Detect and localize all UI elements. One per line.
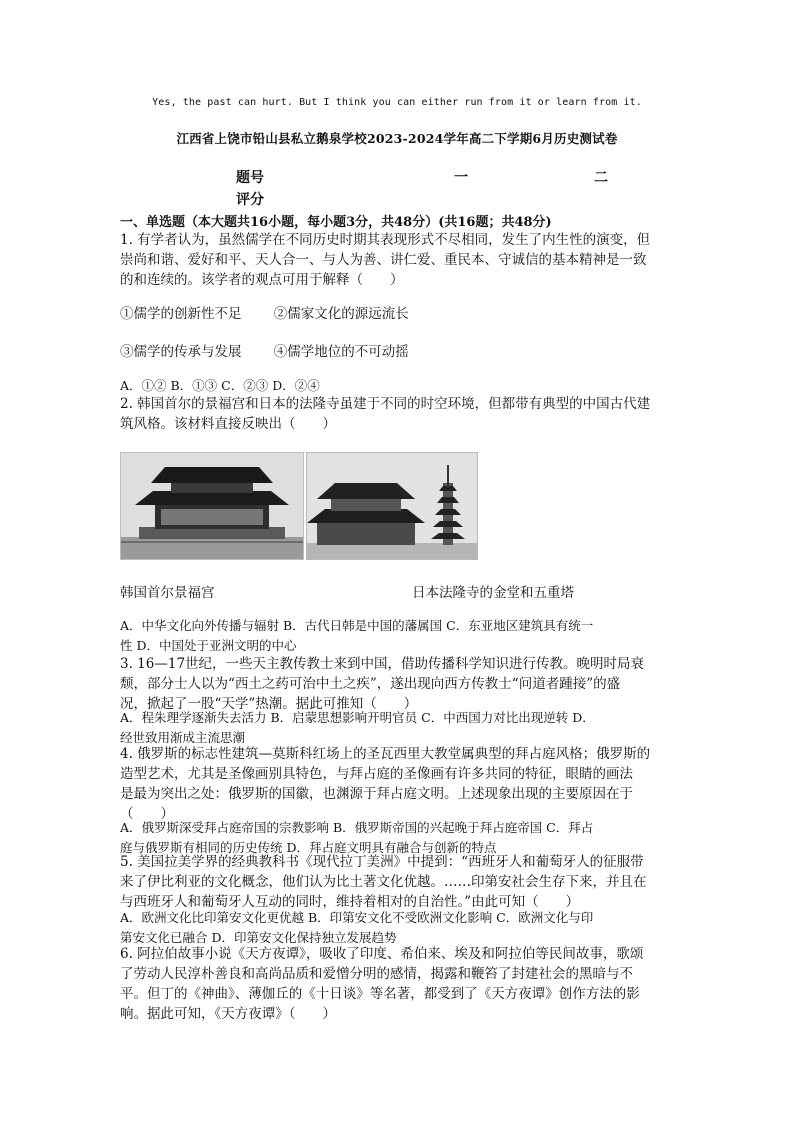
- score-row-score: [236, 189, 636, 211]
- score-table: [236, 167, 636, 211]
- stem-line: 平。但丁的《神曲》、薄伽丘的《十日谈》等名著，都受到了《天方夜谭》创作方法的影: [120, 986, 640, 1002]
- statement-2: ②儒家文化的源远流长: [273, 306, 409, 322]
- stem-line: 5. 美国拉美学界的经典教科书《现代拉丁美洲》中提到：“西班牙人和葡萄牙人的征服带: [120, 854, 644, 870]
- header-motto: Yes, the past can hurt. But I think you can either run from it or learn from it.: [152, 97, 642, 108]
- stem-line: 6. 阿拉伯故事小说《天方夜谭》，吸收了印度、希伯来、埃及和阿拉伯等民间故事，歌颂: [120, 946, 644, 962]
- gyeongbokgung-photo: [120, 452, 304, 560]
- answer-line: A．①② B．①③ C．②③ D．②④: [120, 378, 320, 393]
- question-2-answers: [120, 616, 680, 655]
- section-header: 一、单选题（本大题共16小题，每小题3分，共48分）(共16题；共48分): [120, 215, 552, 230]
- question-1-statements-b: [120, 340, 437, 360]
- stem-line: 响。据此可知，《天方夜谭》（ ）: [120, 1006, 336, 1022]
- stem-line: 崇尚和谐、爱好和平、天人合一、与人为善、讲仁爱、重民本、守诚信的基本精神是一致: [120, 252, 647, 268]
- question-3-answers: [120, 708, 680, 747]
- statement-3: ③儒学的传承与发展: [120, 344, 242, 360]
- stem-line: 颓，部分士人以为“西土之药可治中土之疾”，遂出现向西方传教士“问道者踵接”的盛: [120, 676, 621, 692]
- answer-line: A．中华文化向外传播与辐射 B．古代日韩是中国的藩属国 C．东亚地区建筑具有统一: [120, 618, 594, 633]
- question-1-answers: [120, 376, 680, 396]
- stem-line: 筑风格。该材料直接反映出（ ）: [120, 416, 336, 432]
- question-2-stem: [120, 394, 680, 434]
- score-row-number: [236, 167, 636, 189]
- score-label-score: 评分: [236, 192, 264, 208]
- stem-line: 4. 俄罗斯的标志性建筑—莫斯科红场上的圣瓦西里大教堂属典型的拜占庭风格；俄罗斯的: [120, 746, 651, 762]
- stem-line: 是最为突出之处：俄罗斯的国徽，也渊源于拜占庭文明。上述现象出现的主要原因在于: [120, 786, 633, 802]
- statement-4: ④儒学地位的不可动摇: [273, 344, 409, 360]
- answer-line: 庭与俄罗斯有相同的历史传统 D．拜占庭文明具有融合与创新的特点: [120, 839, 497, 855]
- stem-line: （ ）: [120, 806, 174, 822]
- answer-line: 性 D．中国处于亚洲文明的中心: [120, 637, 297, 653]
- question-6-stem: [120, 944, 680, 1024]
- stem-line: 来了伊比利亚的文化概念，他们认为比土著文化优越。……印第安社会生存下来，并且在: [120, 874, 647, 890]
- question-3-stem: [120, 654, 680, 714]
- score-col-one: 一: [454, 170, 468, 186]
- answer-line: A．欧洲文化比印第安文化更优越 B．印第安文化不受欧洲文化影响 C．欧洲文化与印: [120, 910, 594, 925]
- horyuji-photo: [306, 452, 478, 560]
- answer-line: 第安文化已融合 D．印第安文化保持独立发展趋势: [120, 929, 397, 945]
- caption-horyuji: 日本法隆寺的金堂和五重塔: [412, 585, 574, 601]
- stem-line: 3. 16—17世纪，一些天主教传教士来到中国，借助传播科学知识进行传教。晚明时局衰: [120, 656, 645, 672]
- stem-line: 的和连续的。该学者的观点可用于解释（ ）: [120, 272, 404, 288]
- statement-1: ①儒学的创新性不足: [120, 306, 242, 322]
- stem-line: 了劳动人民淳朴善良和高尚品质和爱憎分明的感情，揭露和鞭笞了封建社会的黑暗与不: [120, 966, 633, 982]
- answer-line: 经世致用渐成主流思潮: [120, 729, 246, 745]
- answer-line: A．俄罗斯深受拜占庭帝国的宗教影响 B．俄罗斯帝国的兴起晚于拜占庭帝国 C．拜占: [120, 820, 594, 835]
- question-4-stem: [120, 744, 680, 824]
- caption-gyeongbokgung: 韩国首尔景福宫: [120, 585, 215, 601]
- stem-line: 1. 有学者认为，虽然儒学在不同历史时期其表现形式不尽相同，发生了内生性的演变，但: [120, 232, 651, 248]
- question-5-answers: [120, 908, 680, 947]
- score-label-number: 题号: [236, 170, 264, 186]
- stem-line: 与西班牙人和葡萄牙人互动的同时，维持着相对的自治性。”由此可知（ ）: [120, 894, 580, 910]
- stem-line: 况，掀起了一股“天学”热潮。据此可推知（ ）: [120, 696, 418, 712]
- question-1-statements-a: [120, 302, 437, 322]
- question-1-stem: [120, 230, 680, 290]
- score-col-two: 二: [594, 170, 608, 186]
- exam-title: 江西省上饶市铅山县私立鹅泉学校2023-2024学年高二下学期6月历史测试卷: [176, 131, 618, 146]
- stem-line: 造型艺术，尤其是圣像画别具特色，与拜占庭的圣像画有许多共同的特征，眼睛的画法: [120, 766, 633, 782]
- answer-line: A．程朱理学逐渐失去活力 B．启蒙思想影响开明官员 C．中西国力对比出现逆转 D．: [120, 710, 595, 725]
- stem-line: 2. 韩国首尔的景福宫和日本的法隆寺虽建于不同的时空环境，但都带有典型的中国古代建: [120, 396, 651, 412]
- question-5-stem: [120, 852, 680, 912]
